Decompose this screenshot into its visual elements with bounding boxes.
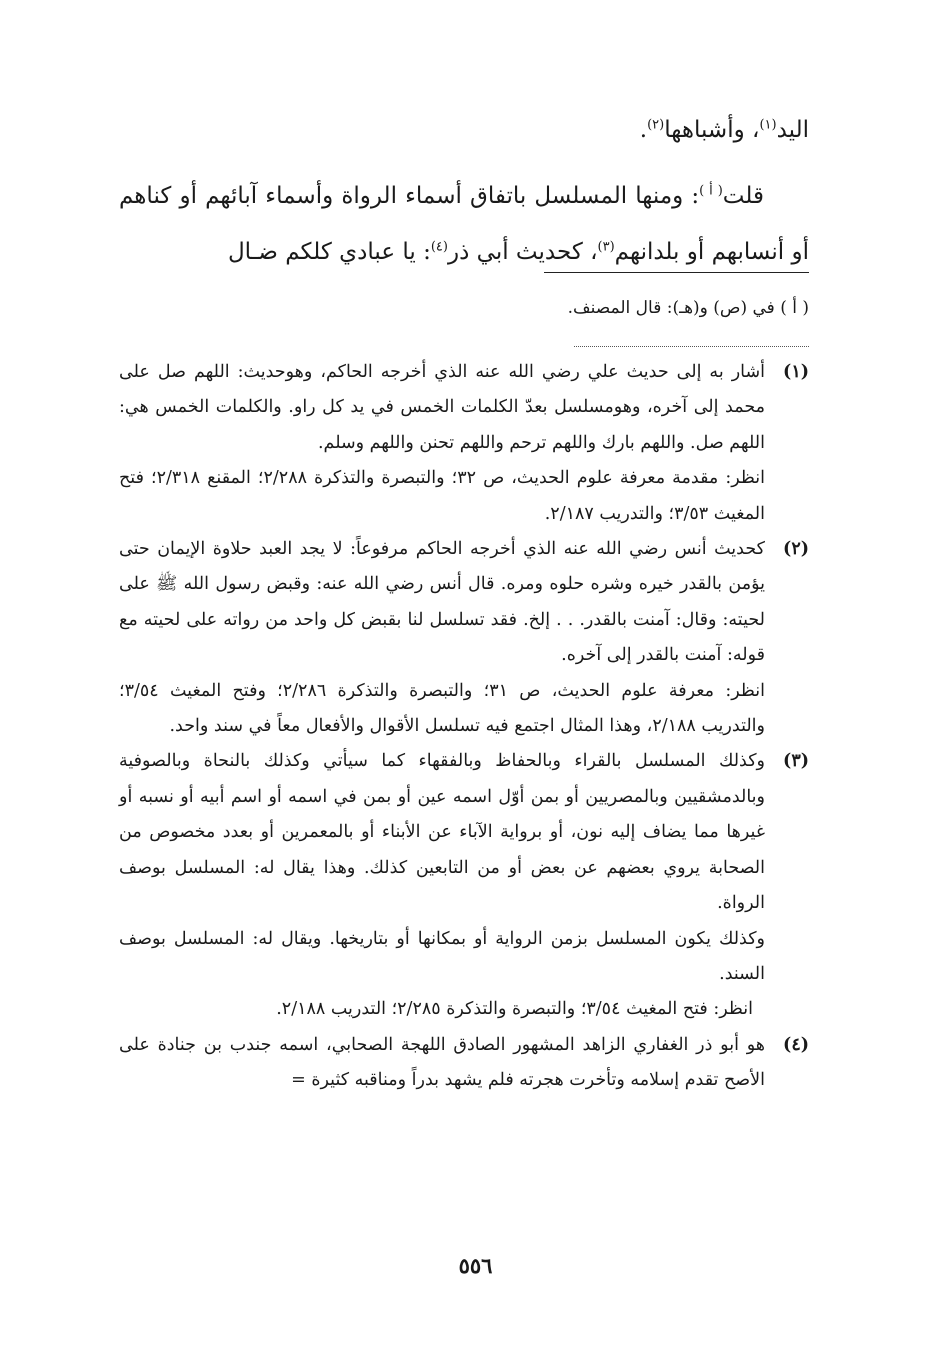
footnote-text-continued: وكذلك يكون المسلسل بزمن الرواية أو بمكانها أو بتاريخها. ويقال له: المسلسل بوصف السند. bbox=[119, 928, 765, 984]
dotted-separator-line bbox=[574, 346, 809, 347]
footnote-text: كحديث أنس رضي الله عنه الذي أخرجه الحاكم مرفوعاً: لا يجد العبد حلاوة الإيمان حتى يؤمن بالقدر خيره وشره حلوه ومره. قال أنس رضي الله عنه: وقبض رسول الله ﷺ على لحيته: وقال: آمنت بالقدر. . . إلخ. فقد تسلسل لنا بقبض كل واحد من رواته على لحيته مع قوله: آمنت بالقدر إلى آخره. bbox=[119, 539, 765, 666]
footnote-marker-1: (١) bbox=[759, 117, 777, 133]
footnotes-section bbox=[119, 355, 809, 1099]
page-number: ٥٥٦ bbox=[458, 1253, 493, 1278]
text-segment: . bbox=[639, 117, 648, 143]
footnote-marker-3: (٣) bbox=[597, 239, 615, 255]
text-segment: اليد bbox=[776, 117, 809, 143]
text-segment: ، وأشباهها bbox=[664, 117, 760, 143]
footnote-text: هو أبو ذر الغفاري الزاهد المشهور الصادق اللهجة الصحابي، اسمه جندب بن جنادة على الأصح تقدم إسلامه وتأخرت هجرته فلم يشهد بدراً ومناقبه كثيرة = bbox=[119, 1034, 765, 1091]
footnote-marker-2: (٢) bbox=[647, 117, 665, 133]
footnote-text: وكذلك المسلسل بالقراء وبالحفاظ وبالفقهاء كما سيأتي وكذلك بالنحاة وبالصوفية وبالدمشقيين وبالمصريين أو بمن أوّل اسمه عين أو بمن في اسمه أو اسم أبيه أو نسبه أو غيرها مما يضاف إليه نون، أو برواية الآباء عن الأبناء أو بالمعمرين أو بعدد مخصوص من الصحابة يروي بعضهم عن بعض أو من التابعين كذلك. وهذا يقال له: المسلسل بوصف الرواة. bbox=[119, 751, 765, 914]
footnote-text: أشار به إلى حديث علي رضي الله عنه الذي أخرجه الحاكم، وهوحديث: اللهم صل على محمد إلى آخره، وهومسلسل بعدّ الكلمات الخمس في يد كل راو. والكلمات الخمس هي: اللهم صل. واللهم بارك واللهم ترحم واللهم تحنن واللهم وسلم. bbox=[119, 362, 765, 453]
footnote-number: (٢) bbox=[783, 539, 809, 560]
text-segment: : ومنها المسلسل باتفاق أسماء الرواة وأسماء آبائهم أو كناهم أو أنسابهم أو بلدانهم bbox=[119, 183, 809, 265]
editor-note: ( أ ) في (ص) و(هـ): قال المصنف. bbox=[567, 298, 809, 318]
text-segment: قلت bbox=[722, 183, 764, 209]
footnote-reference: انظر: معرفة علوم الحديث، ص ٣١؛ والتبصرة والتذكرة ٢/٢٨٦؛ وفتح المغيث ٣/٥٤؛ والتدريب ٢/١٨٨، وهذا المثال اجتمع فيه تسلسل الأقوال والأفعال معاً في سند واحد. bbox=[119, 680, 765, 737]
main-text-line-1 bbox=[119, 102, 809, 158]
main-text-paragraph-2 bbox=[119, 168, 809, 280]
footnote-2 bbox=[119, 532, 809, 744]
footnote-4 bbox=[119, 1028, 809, 1099]
editor-note-marker: ( أ ) bbox=[699, 183, 723, 199]
footnote-number: (٣) bbox=[783, 751, 809, 772]
footnote-reference: انظر: مقدمة معرفة علوم الحديث، ص ٣٢؛ والتبصرة والتذكرة ٢/٢٨٨؛ المقنع ٢/٣١٨؛ فتح المغيث ٣/٥٣؛ والتدريب ٢/١٨٧. bbox=[119, 468, 765, 524]
footnote-separator-line bbox=[544, 272, 809, 273]
text-segment: : يا عبادي كلكم ضـال bbox=[227, 239, 431, 265]
footnote-number: (١) bbox=[783, 362, 809, 382]
footnote-1 bbox=[119, 355, 809, 532]
main-paragraph-1 bbox=[119, 102, 809, 158]
footnote-number: (٤) bbox=[783, 1034, 809, 1055]
footnote-marker-4: (٤) bbox=[430, 239, 448, 255]
footnote-3 bbox=[119, 744, 809, 1027]
main-paragraph-2 bbox=[119, 168, 809, 280]
footnote-reference: انظر: فتح المغيث ٣/٥٤؛ والتبصرة والتذكرة ٢/٢٨٥؛ التدريب ٢/١٨٨. bbox=[276, 999, 753, 1020]
text-segment: ، كحديث أبي ذر bbox=[447, 239, 598, 265]
